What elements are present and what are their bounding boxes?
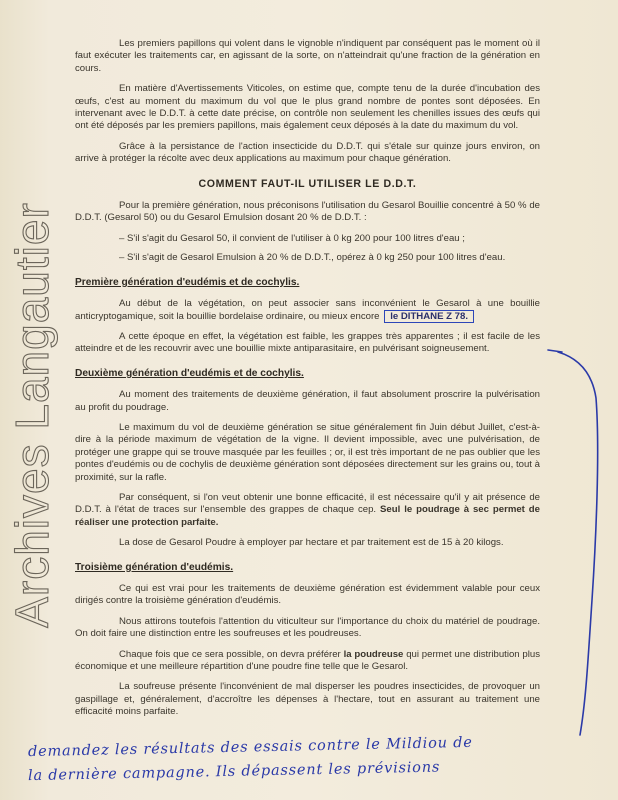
gen2-paragraph-3-text: Par conséquent, si l'on veut obtenir une bonne efficacité, il est nécessaire qu'il y ait présence de D.D.T. à l'état de traces sur l'ensemble des grappes de chaque cep.: [75, 491, 540, 516]
gen3-paragraph-3-bold: la poudreuse: [343, 648, 404, 660]
gen2-paragraph-3-bold: Seul le poudrage à sec permet de réaliser une protection parfaite.: [75, 504, 540, 528]
section-title-gen3: Troisième génération d'eudémis.: [75, 561, 234, 573]
usage-bullet-1: – S'il s'agit du Gesarol 50, il convient de l'utiliser à 0 kg 200 pour 100 litres d'eau ;: [119, 232, 465, 244]
section-title-gen2: Deuxième génération d'eudémis et de cochylis.: [75, 367, 304, 379]
gen2-paragraph-3: [75, 492, 540, 529]
gen1-paragraph-2: A cette époque en effet, la végétation est faible, les grappes très apparentes ; il est facile de les atteindre et de les recouvrir avec une bouillie mixte antiparasitaire, en pulvérisant soigneusement.: [75, 330, 540, 355]
gen2-paragraph-1: Au moment des traitements de deuxième génération, il faut absolument proscrire la pulvérisation au profit du poudrage.: [75, 389, 540, 413]
usage-bullet-2: – S'il s'agit de Gesarol Emulsion à 20 % de D.D.T., opérez à 0 kg 250 pour 100 litres d'eau.: [119, 252, 506, 264]
gen2-paragraph-4: La dose de Gesarol Poudre à employer par hectare et par traitement est de 15 à 20 kilogs.: [119, 537, 504, 549]
intro-paragraph-2: En matière d'Avertissements Viticoles, on estime que, compte tenu de la durée d'incubation des œufs, c'est au moment du maximum du vol que le plus grand nombre de pontes sont déposées. En intervenant avec le D.D.T. à cette date précise, on contrôle non seulement les chenilles issues des œufs qui ont été déposés par les premiers papillons, mais également ceux déposés à la date du maximum du vol.: [75, 83, 540, 132]
gen3-paragraph-3: [75, 649, 540, 674]
document-body: [75, 38, 540, 727]
section-title-usage: COMMENT FAUT-IL UTILISER LE D.D.T.: [198, 177, 417, 190]
dithane-boxed-text: le DITHANE Z 78.: [384, 310, 474, 323]
intro-paragraph-3: Grâce à la persistance de l'action insecticide du D.D.T. qui s'étale sur quinze jours environ, on arrive à protéger la récolte avec deux applications au maximum pour chaque génération.: [75, 140, 540, 165]
intro-paragraph-1: Les premiers papillons qui volent dans le vignoble n'indiquent par conséquent pas le moment où il faut exécuter les traitements car, en agissant de la sorte, on n'atteindrait qu'une fraction de la génération en cours.: [75, 38, 540, 74]
watermark-text: Archives Langautier: [6, 202, 59, 628]
handwritten-note-line-1: demandez les résultats des essais contre le Mildiou de: [27, 734, 473, 761]
handwritten-note-line-2: la dernière campagne. Ils dépassent les prévisions: [27, 759, 441, 785]
archive-watermark: [2, 175, 62, 655]
gen3-paragraph-4: La soufreuse présente l'inconvénient de mal disperser les poudres insecticides, de provoquer un gaspillage et, généralement, d'accroître les dépenses à l'hectare, tout en assurant au traitement une efficacité moins parfaite.: [75, 681, 540, 718]
gen3-paragraph-3-pre: Chaque fois que ce sera possible, on devra préférer: [119, 648, 341, 660]
gen1-paragraph-1: [75, 298, 540, 323]
usage-paragraph: Pour la première génération, nous préconisons l'utilisation du Gesarol Bouillie concentré à 50 % de D.D.T. (Gesarol 50) ou du Gesarol Emulsion dosant 20 % de D.D.T. :: [75, 200, 540, 224]
gen1-paragraph-1-text: Au début de la végétation, on peut associer sans inconvénient le Gesarol à une bouillie anticryptogamique, soit la bouillie bordelaise ordinaire, ou mieux encore: [75, 298, 540, 322]
section-title-gen1: Première génération d'eudémis et de cochylis.: [75, 276, 300, 288]
gen3-paragraph-2: Nous attirons toutefois l'attention du viticulteur sur l'importance du choix du matériel de poudrage. On doit faire une distinction entre les soufreuses et les poudreuses.: [75, 615, 540, 640]
gen2-paragraph-2: Le maximum du vol de deuxième génération se situe généralement fin Juin début Juillet, c'est-à-dire à la période maximum de végétation de la vigne. Il devient impossible, avec une pulvérisation, de protéger une grappe qui se trouve masquée par les feuilles ; or, il est très important de ne pas oublier que les pontes d'eudémis ou de cochylis de deuxième génération sont déposées directement sur les grains ou, tout à proximité, sur la rafle.: [75, 421, 540, 483]
gen3-paragraph-3-post: qui permet une distribution plus économique et une meilleure répartition d'une poudre fine telle que le Gesarol.: [75, 648, 541, 673]
gen3-paragraph-1: Ce qui est vrai pour les traitements de deuxième génération est évidemment valable pour ceux dirigés contre la troisième génération d'eudémis.: [75, 583, 540, 607]
